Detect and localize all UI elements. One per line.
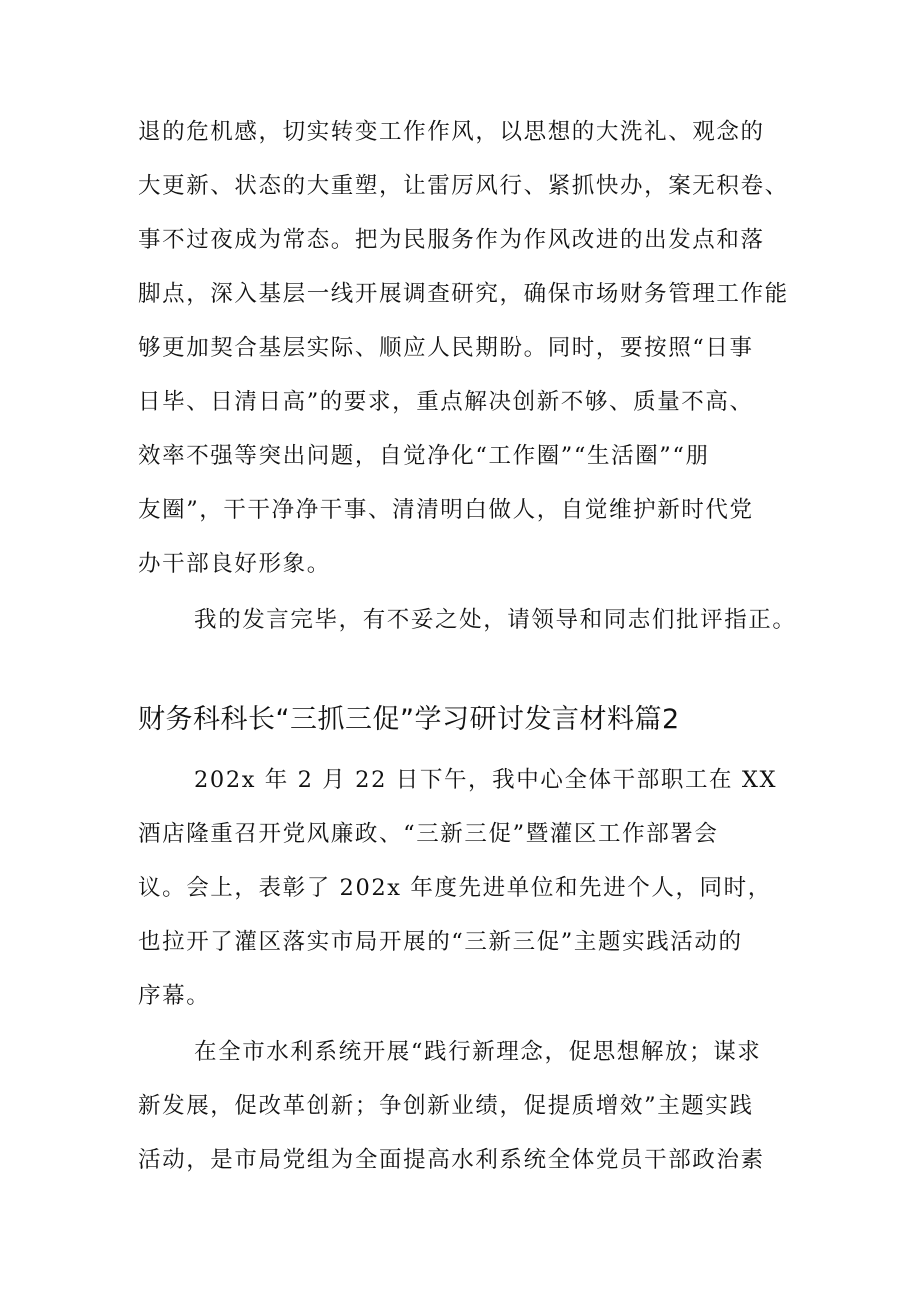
para1-line-4: 脚点，深入基层一线开展调查研究，确保市场财务管理工作能 xyxy=(138,281,789,307)
para2-line-4: 也拉开了灌区落实市局开展的“三新三促”主题实践活动的 xyxy=(138,929,743,955)
para3-line-1: 在全市水利系统开展“践行新理念，促思想解放；谋求 xyxy=(194,1039,762,1065)
para3-line-2: 新发展，促改革创新；争创新业绩，促提质增效”主题实践 xyxy=(138,1093,754,1119)
para1-line-9: 办干部良好形象。 xyxy=(138,551,331,577)
para3-line-3: 活动，是市局党组为全面提高水利系统全体党员干部政治素 xyxy=(138,1147,765,1173)
para1-line-3: 事不过夜成为常态。把为民服务作为作风改进的出发点和落 xyxy=(138,227,765,253)
closing-sentence: 我的发言完毕，有不妥之处，请领导和同志们批评指正。 xyxy=(194,607,797,633)
para1-line-1: 退的危机感，切实转变工作作风，以思想的大洗礼、观念的 xyxy=(138,119,765,145)
section-heading: 财务科科长“三抓三促”学习研讨发言材料篇2 xyxy=(138,704,680,735)
para1-line-6: 日毕、日清日高”的要求，重点解决创新不够、质量不高、 xyxy=(138,389,754,415)
para2-line-2: 酒店隆重召开党风廉政、“三新三促”暨灌区工作部署会 xyxy=(138,821,719,847)
para2-line-1: 202x 年 2 月 22 日下午，我中心全体干部职工在 XX xyxy=(194,767,778,793)
para1-line-8: 友圈”，干干净净干事、清清明白做人，自觉维护新时代党 xyxy=(138,497,754,523)
para1-line-2: 大更新、状态的大重塑，让雷厉风行、紧抓快办，案无积卷、 xyxy=(138,173,789,199)
para1-line-7: 效率不强等突出问题，自觉净化“工作圈”“生活圈”“朋 xyxy=(138,443,710,469)
para2-line-5: 序幕。 xyxy=(138,983,211,1009)
para1-line-5: 够更加契合基层实际、顺应人民期盼。同时，要按照“日事 xyxy=(138,335,754,361)
para2-line-3: 议。会上，表彰了 202x 年度先进单位和先进个人，同时， xyxy=(138,875,772,901)
